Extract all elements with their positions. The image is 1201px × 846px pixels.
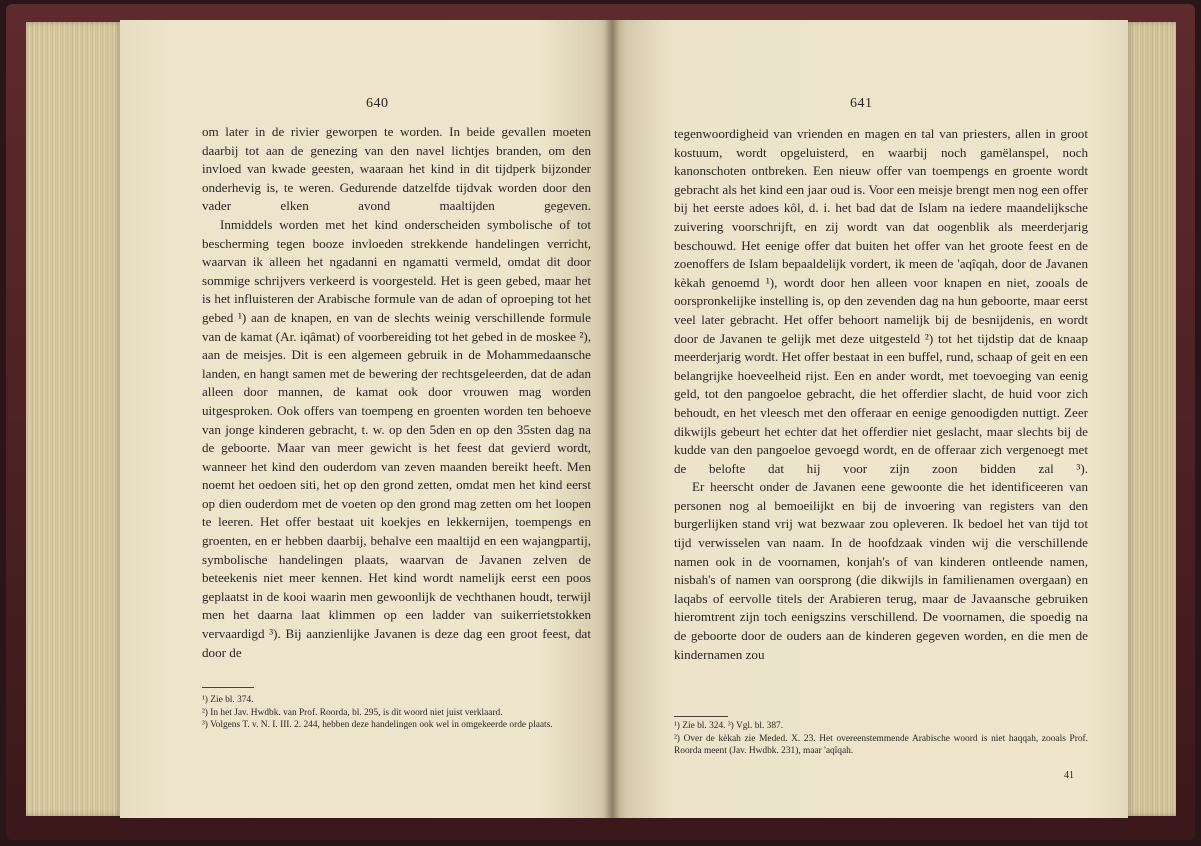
left-page-edges: [26, 22, 122, 816]
page-number: 640: [366, 96, 389, 111]
paragraph: Er heerscht onder de Javanen eene gewoonte die het identificeeren van personen nog al bemoeilijkt en bij de invoering van registers van den burgerlijken stand vrij wat bezwaar zou opleveren. Ik bedoel het van tijd tot tijd verwisselen van naam. In de hoofdzaak vinden wij die verschillende namen ook in de voornamen, konjah's of van kinderen ontleende namen, nisbah's of namen van oorsprong (die dikwijls in familienamen overgaan) en laqabs of eervolle titels der Arabieren terug, maar de Javaansche gebruiken hieromtrent zijn toch eenigszins verschillend. De voornamen, die spoedig na de geboorte door de ouders aan de kinderen gegeven worden, en die men de kindernamen zou: [674, 479, 1088, 662]
footnote: ¹) Zie bl. 374.: [202, 695, 254, 705]
footnote: ²) Over de kèkah zie Meded. X. 23. Het overeenstemmende Arabische woord is niet haqqah, zooals Prof. Roorda meent (Jav. Hwdbk. 231), maar 'aqîqah.: [674, 733, 1088, 757]
paragraph: Inmiddels worden met het kind onderscheiden symbolische of tot bescherming tegen booze invloeden strekkende handelingen verricht, waarvan ik alleen het ngadanni en ngamatti vermeld, omdat dit door sommige schrijvers verkeerd is voorgesteld. Het is geen gebed, maar het is het influisteren der Arabische formule van de adan of oproeping tot het gebed ¹) aan de knapen, en van de slechts weinig verschillende formule van de kamat (Ar. iqâmat) of voorbereiding tot het gebed in de moskee ²), aan de meisjes. Dit is een algemeen gebruik in de Mohammedaansche landen, en hangt samen met de bewering der rechtsgeleerden, dat de adan alleen door mannen, de kamat ook door vrouwen mag worden uitgesproken. Ook offers van toempeng en groenten worden ten behoeve van jonge kinderen gebracht, t. w. op den 5den en op den 35sten dag na de geboorte. Maar van meer gewicht is het feest dat gevierd wordt, wanneer het kind den ouderdom van zeven maanden bereikt heeft. Men noemt het oedoen siti, het op den grond zetten, omdat men het kind eerst op dien ouderdom met de voeten op den grond mag zetten om het loopen te leeren. Het offer bestaat uit koekjes en lekkernijen, toempengs en groenten, en er hebben daarbij, behalve een maaltijd en een wajangpartij, symbolische handelingen plaats, waarvan de Javanen zelven de beteekenis niet meer kennen. Het kind wordt namelijk eerst een poos geplaatst in de kooi waarin men gewoonlijk de vechthanen houdt, terwijl men het daarna laat klimmen op een ladder van suikerrietstokken vervaardigd ³). Bij aanzienlijke Javanen is deze dag een groot feest, dat door de: [202, 216, 591, 660]
right-page: [612, 20, 1128, 818]
footnotes: [202, 694, 591, 732]
body-text: [202, 123, 591, 662]
footnote-rule: [202, 687, 254, 688]
footnote-rule: [674, 716, 728, 717]
page-number: 641: [850, 96, 873, 111]
paragraph: om later in de rivier geworpen te worden. In beide gevallen moeten daarbij tot aan de genezing van den navel lichtjes branden, om den invloed van kwade geesten, waaraan het kind in dit tijdperk bijzonder onderhevig is, te weren. Gedurende datzelfde tijdvak worden door den vader elken avond maaltijden gegeven.: [202, 124, 591, 214]
footnote: ²) In het Jav. Hwdbk. van Prof. Roorda, bl. 295, is dit woord niet juist verklaard.: [202, 707, 503, 718]
footnote: ³) Volgens T. v. N. I. III. 2. 244, hebben deze handelingen ook wel in omgekeerde orde plaats.: [202, 720, 553, 731]
footnotes: [674, 720, 1088, 758]
footnote: ¹) Zie bl. 324. ³) Vgl. bl. 387.: [674, 721, 784, 731]
right-page-edges: [1126, 22, 1176, 816]
book-gutter: [604, 20, 620, 818]
left-page: [120, 20, 612, 818]
paragraph: tegenwoordigheid van vrienden en magen en tal van priesters, allen in groot kostuum, wordt opgeluisterd, en waarbij noch gamëlanspel, noch kanonschoten ontbreken. Een nieuw offer van toempengs en groente wordt gebracht als het kind een jaar oud is. Voor een meisje brengt men nog een offer bij het eerste adoes kôl, d. i. het bad dat de Islam na iedere maandelijksche zuivering voorschrijft, en zij wordt van dat oogenblik als meerderjarig beschouwd. Het eenige offer dat buiten het offer van het groote feest en de zoenoffers de Islam bepaaldelijk vordert, ik meen de 'aqîqah, door de Javanen kèkah genoemd ¹), wordt door hen alleen voor knapen en niet, zooals de oorspronkelijke instelling is, op den zevenden dag na hun geboorte, maar eerst veel later gebracht. Het offer behoort namelijk bij de besnijdenis, en wordt door de Javanen te gelijk met deze uitgesteld ²) tot het tijdstip dat de knaap meerderjarig wordt. Het offer bestaat in een buffel, rund, schaap of geit en een belangrijke hoeveelheid rijst. Een en ander wordt, met toevoeging van eenig geld, tot den pangoeloe gebracht, die het offerdier slacht, de huid voor zich behoudt, en het vleesch met den offeraar en eenige genoodigden nuttigt. Zeer dikwijls gebeurt het echter dat het offerdier niet geslacht, maar slechts bij de kudde van den pangoeloe gevoegd wordt, en de offeraar zich vergenoegt met de belofte dat hij voor zijn zoon bidden zal ³).: [674, 126, 1088, 476]
signature-mark: 41: [1064, 770, 1074, 781]
body-text: [674, 125, 1088, 664]
